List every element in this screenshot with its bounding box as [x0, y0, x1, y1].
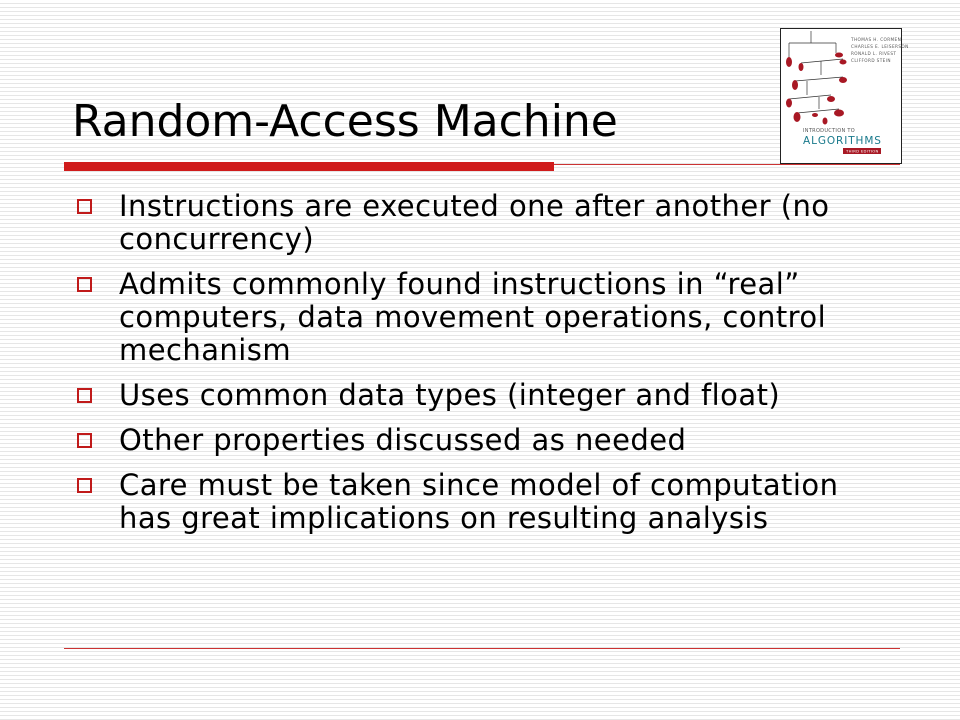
- hollow-square-bullet-icon: [77, 478, 92, 493]
- footer-divider-line: [64, 648, 900, 649]
- cover-author-2: CHARLES E. LEISERSON: [851, 44, 909, 49]
- cover-subtitle: INTRODUCTION TO: [803, 128, 855, 134]
- cover-author-4: CLIFFORD STEIN: [851, 58, 891, 63]
- bullet-item: [72, 424, 882, 457]
- hollow-square-bullet-icon: [77, 277, 92, 292]
- hollow-square-bullet-icon: [77, 433, 92, 448]
- bullet-text: Admits commonly found instructions in “real” computers, data movement operations, control mechanism: [119, 267, 827, 367]
- hollow-square-bullet-icon: [77, 199, 92, 214]
- bullet-item: [72, 268, 882, 367]
- book-cover-image: [780, 28, 909, 164]
- cover-author-3: RONALD L. RIVEST: [851, 51, 897, 56]
- bullet-item: [72, 469, 882, 535]
- hollow-square-bullet-icon: [77, 388, 92, 403]
- title-accent-bar: [64, 162, 554, 171]
- bullet-item: [72, 190, 882, 256]
- cover-authors: [850, 37, 909, 63]
- cover-author-1: THOMAS H. CORMEN: [851, 37, 902, 42]
- bullet-text: Care must be taken since model of computation has great implications on resulting analysis: [119, 468, 839, 535]
- mobile-sculpture-icon: [781, 29, 909, 163]
- slide-title: Random-Access Machine: [72, 96, 618, 147]
- bullet-text: Instructions are executed one after another (no concurrency): [119, 189, 830, 256]
- bullet-list: [72, 190, 882, 547]
- bullet-text: Other properties discussed as needed: [119, 423, 687, 457]
- bullet-text: Uses common data types (integer and float): [119, 378, 781, 412]
- cover-edition: THIRD EDITION: [846, 148, 879, 154]
- bullet-item: [72, 379, 882, 412]
- cover-title: ALGORITHMS: [803, 135, 882, 147]
